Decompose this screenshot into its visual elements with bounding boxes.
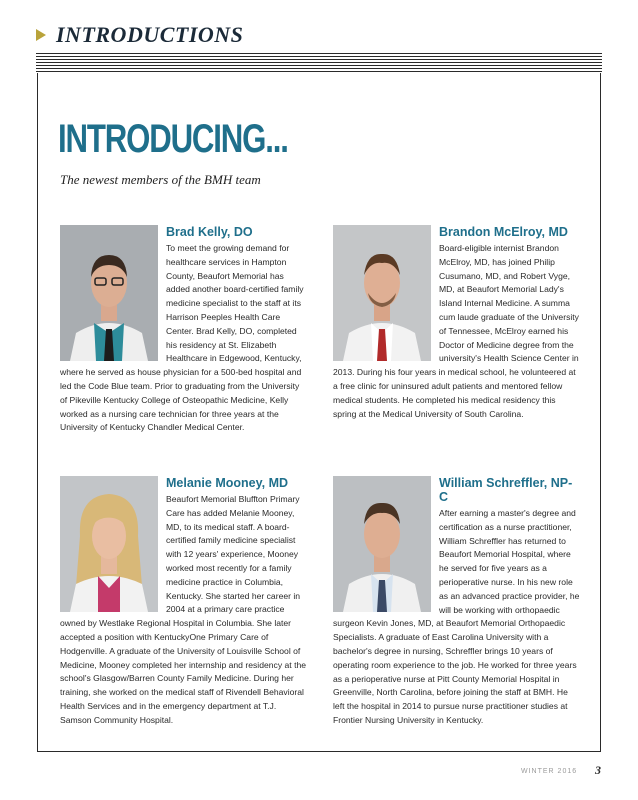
portrait-male-icon xyxy=(333,225,431,361)
portrait-photo xyxy=(60,476,158,612)
portrait-photo xyxy=(333,476,431,612)
arrow-icon xyxy=(36,29,46,41)
portrait-male-icon xyxy=(333,476,431,612)
subhead: The newest members of the BMH team xyxy=(60,172,261,187)
issue-label: WINTER 2016 xyxy=(521,768,578,775)
bio-name: William Schreffler, NP-C xyxy=(439,476,573,504)
section-title: INTRODUCTIONS xyxy=(56,22,244,47)
page-number: 3 xyxy=(595,763,601,777)
bio-text: Beaufort Memorial Bluffton Primary Care has added Melanie Mooney, MD, to its medical staff. A board-certified family medicine specialist with 12 years' experience, Mooney worked most recently for a family medicine practice in Columbia, Kentucky. She started her career in 2004 at a primary care practice owned by Westlake Regional Hospital in Columbia. She later accepted a position with KentuckyOne Primary Care of Hodgenville. A graduate of the University of Louisville School of Medicine, Mooney completed her internship and residency at the school's Glasgow/Barren County Family Medicine. During her training, she worked on the medical staff of Rivendell Behavioral Health Services and in the emergency department at T.J. Samson Community Hospital. xyxy=(60,494,307,725)
bio-name: Brandon McElroy, MD xyxy=(439,225,568,239)
section-header xyxy=(36,22,243,48)
portrait-male-icon xyxy=(60,225,158,361)
headline: INTRODUCING... xyxy=(58,117,288,161)
bio-william-schreffler xyxy=(333,476,581,728)
bio-text: After earning a master's degree and certification as a nurse practitioner, William Schreffler has returned to Beaufort Memorial Hospital, where he served for five years as a perioperative nurse. In his new role as an advanced practice provider, he will be working with orthopaedic surgeon Kevin Jones, MD, at Beaufort Memorial Orthopaedic Specialists. A graduate of East Carolina University with a bachelor's degree in nursing, Schreffler brings 10 years of operating room experience to the job. He worked for three years as a perioperative nurse at Pitt County Memorial Hospital in Greenville, North Carolina, before joining the staff at BMH. He left the hospital in 2014 to pursue nurse practitioner studies at Frontier Nursing University in Kentucky. xyxy=(333,508,580,725)
bio-name: Melanie Mooney, MD xyxy=(166,476,289,490)
bio-name: Brad Kelly, DO xyxy=(166,225,253,239)
bio-brad-kelly xyxy=(60,225,308,435)
bio-text: To meet the growing demand for healthcare services in Hampton County, Beaufort Memorial has added another board-certified family medicine specialist to the staff at its Harrison Peeples Health Care Center. Brad Kelly, DO, completed his residency at St. Elizabeth Healthcare in Edgewood, Kentucky, where he served as house physician for a 500-bed hospital and led the Code Blue team. Prior to graduating from the University of Pikeville Kentucky College of Osteopathic Medicine, Kelly worked as a nursing care technician for three years at the University of Kentucky Chandler Medical Center. xyxy=(60,243,304,433)
portrait-photo xyxy=(60,225,158,361)
striped-rule xyxy=(36,53,602,73)
portrait-photo xyxy=(333,225,431,361)
portrait-female-icon xyxy=(60,476,158,612)
bio-text: Board-eligible internist Brandon McElroy, MD, has joined Philip Cusumano, MD, and Robert Vyge, MD, at Beaufort Memorial Lady's Island Internal Medicine. A summa cum laude graduate of the University of Tennessee, McElroy earned his Doctor of Medicine degree from the university's Health Science Center in 2013. During his four years in medical school, he volunteered at a free clinic for uninsured adult patients and mentored fellow medical students. He completed his medical residency this spring at the Medical University of South Carolina. xyxy=(333,243,579,419)
bio-melanie-mooney xyxy=(60,476,308,728)
bio-brandon-mcelroy xyxy=(333,225,581,421)
